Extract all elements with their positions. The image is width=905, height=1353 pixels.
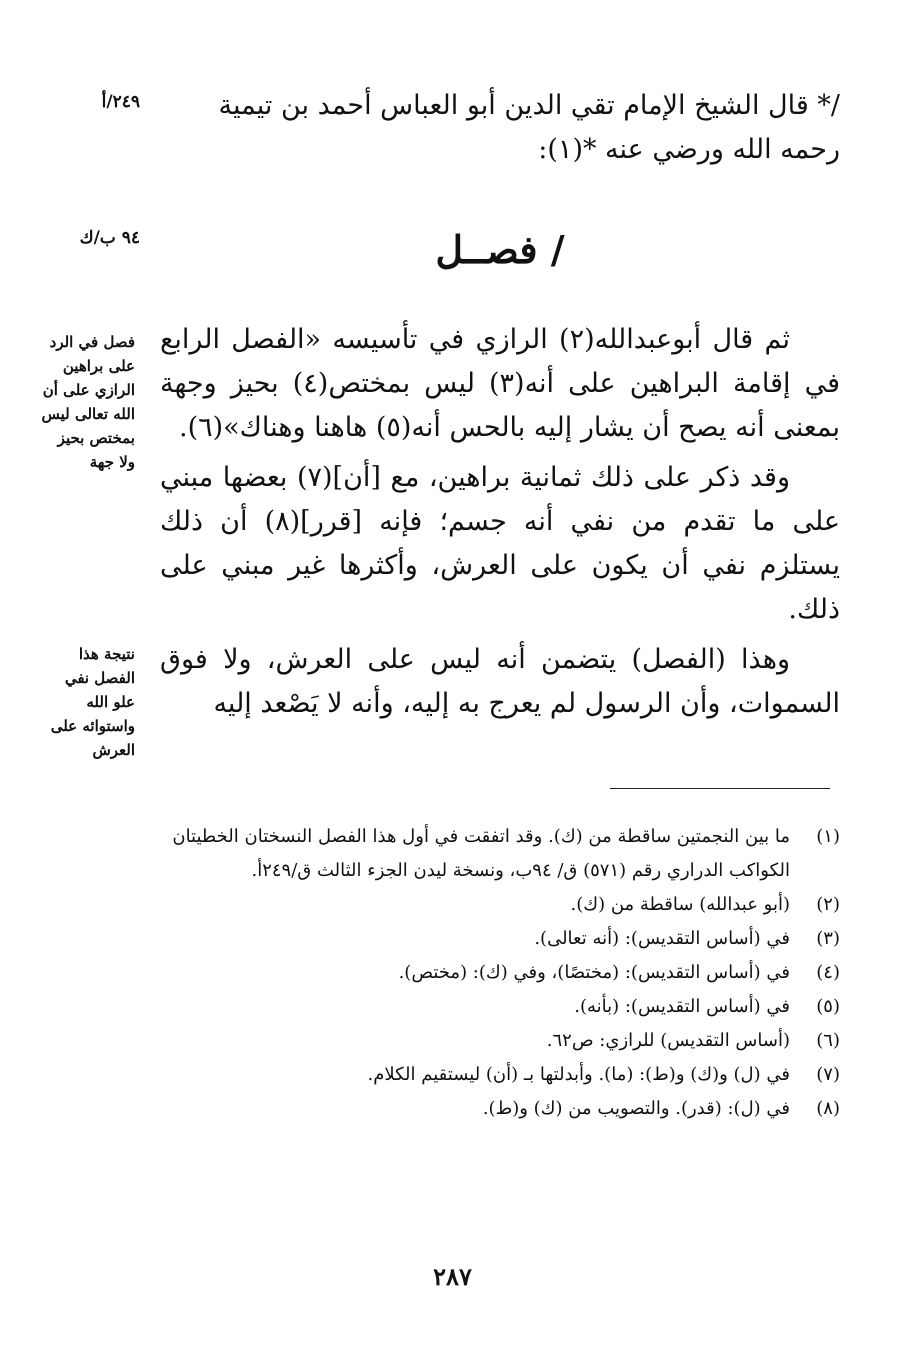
body-text bbox=[160, 318, 840, 732]
footnote-number: (٨) bbox=[816, 1098, 840, 1119]
footnote-text: في (أساس التقديس): (مختصًا)، وفي (ك): (مختص). bbox=[398, 962, 790, 983]
side-note-1 bbox=[40, 330, 135, 474]
footnote-1 bbox=[160, 820, 840, 888]
section-title: / فصــل bbox=[435, 227, 565, 272]
footnote-3 bbox=[160, 922, 840, 956]
manuscript-ref-header: ٢٤٩/أ bbox=[101, 92, 140, 112]
footnote-text: في (أساس التقديس): (أنه تعالى). bbox=[534, 928, 790, 949]
footnote-7 bbox=[160, 1058, 840, 1092]
footnote-text: في (ل) و(ك) و(ط): (ما). وأبدلتها بـ (أن) ليستقيم الكلام. bbox=[367, 1064, 790, 1085]
footnote-8 bbox=[160, 1092, 840, 1126]
footnote-number: (٣) bbox=[816, 928, 840, 949]
body-paragraph-1: ثم قال أبوعبدالله(٢) الرازي في تأسيسه «الفصل الرابع في إقامة البراهين على أنه(٣) ليس بمختص(٤) بحيز وجهة بمعنى أنه يصح أن يشار إليه بالحس أنه(٥) هاهنا وهناك»(٦). bbox=[160, 324, 840, 443]
footnote-number: (٢) bbox=[816, 894, 840, 915]
footnote-number: (٥) bbox=[816, 996, 840, 1017]
footnote-2 bbox=[160, 888, 840, 922]
footnote-6 bbox=[160, 1024, 840, 1058]
footnote-number: (١) bbox=[816, 826, 840, 847]
footnote-text: ما بين النجمتين ساقطة من (ك). وقد اتفقت في أول هذا الفصل النسختان الخطيتان الكواكب الدراري رقم (٥٧١) ق/ ٩٤ب، ونسخة ليدن الجزء الثالث ق/٢٤٩أ. bbox=[172, 826, 790, 881]
body-paragraph-2: وقد ذكر على ذلك ثمانية براهين، مع [أن](٧) بعضها مبني على ما تقدم من نفي أنه جسم؛ فإنه [قرر](٨) أن ذلك يستلزم نفي أن يكون على العرش، وأكثرها غير مبني على ذلك. bbox=[160, 462, 840, 625]
side-note-text: فصل في الرد على براهين الرازي على أن الله تعالى ليس بمختص بحيز ولا جهة bbox=[41, 333, 135, 471]
footnote-separator bbox=[610, 788, 830, 789]
side-note-text: نتيجة هذا الفصل نفي علو الله واستوائه على العرش bbox=[50, 645, 135, 759]
footnote-text: في (ل): (قدر). والتصويب من (ك) و(ط). bbox=[482, 1098, 790, 1119]
footnote-number: (٧) bbox=[816, 1064, 840, 1085]
footnote-number: (٤) bbox=[816, 962, 840, 983]
footnote-number: (٦) bbox=[816, 1030, 840, 1051]
page-number: ٢٨٧ bbox=[433, 1262, 472, 1291]
footnote-4 bbox=[160, 956, 840, 990]
side-note-2 bbox=[40, 642, 135, 762]
footnotes bbox=[160, 820, 840, 1126]
manuscript-ref-section: ٩٤ ب/ك bbox=[79, 228, 140, 248]
footnote-text: (أبو عبدالله) ساقطة من (ك). bbox=[570, 894, 790, 915]
footnote-text: في (أساس التقديس): (بأنه). bbox=[574, 996, 790, 1017]
header-line-1: /* قال الشيخ الإمام تقي الدين أبو العباس أحمد بن تيمية bbox=[218, 90, 840, 121]
footnote-text: (أساس التقديس) للرازي: ص٦٢. bbox=[546, 1030, 790, 1051]
header-line-2: رحمه الله ورضي عنه *(١): bbox=[538, 134, 840, 165]
body-paragraph-3: وهذا (الفصل) يتضمن أنه ليس على العرش، ولا فوق السموات، وأن الرسول لم يعرج به إليه، وأنه لا يَصْعد إليه bbox=[160, 644, 840, 719]
footnote-5 bbox=[160, 990, 840, 1024]
opening-header bbox=[160, 84, 840, 172]
